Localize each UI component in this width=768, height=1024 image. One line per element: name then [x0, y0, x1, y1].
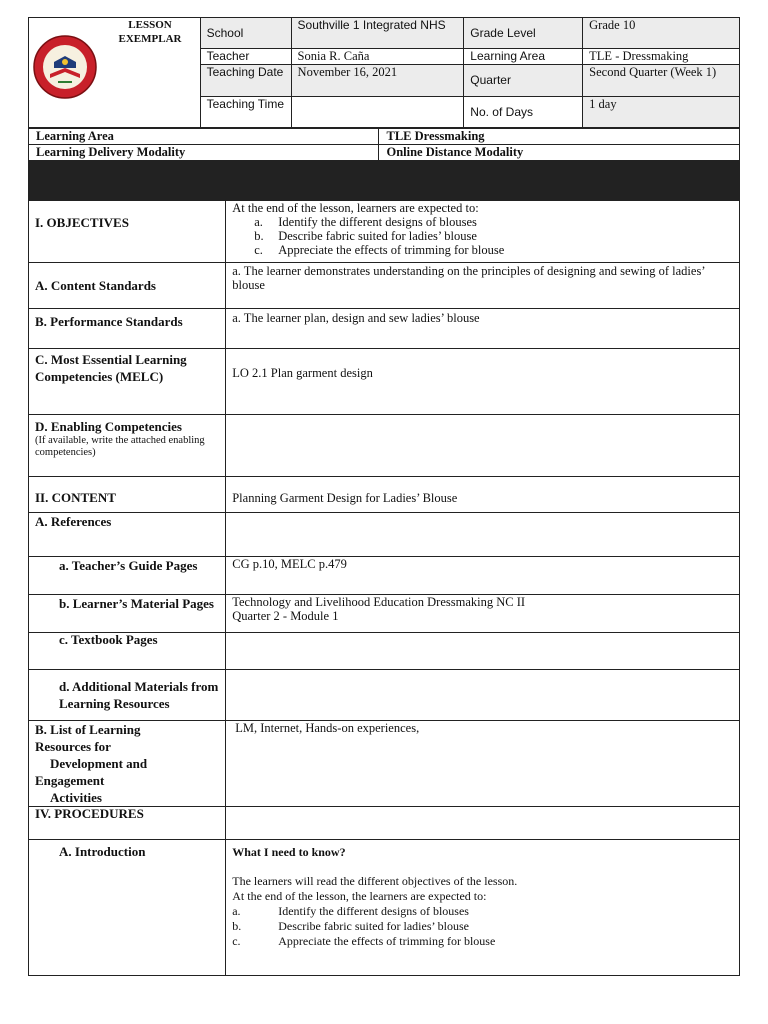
introduction-label: A. Introduction	[29, 840, 226, 976]
additional-materials-row	[29, 670, 740, 721]
references-row	[29, 513, 740, 557]
objectives-intro: At the end of the lesson, learners are expected to:	[232, 201, 479, 215]
content-standards-row	[29, 263, 740, 309]
modality-label: Learning Delivery Modality	[29, 145, 379, 161]
list-item: a. Identify the different designs of blouses	[232, 904, 469, 918]
teachers-guide-label: a. Teacher’s Guide Pages	[29, 557, 226, 595]
melc-row	[29, 349, 740, 415]
objectives-list	[232, 215, 733, 257]
learners-material-line1: Technology and Livelihood Education Dressmaking NC II	[232, 595, 526, 609]
performance-standards-row	[29, 309, 740, 349]
melc-value: LO 2.1 Plan garment design	[226, 349, 740, 415]
textbook-value	[226, 633, 740, 670]
content-standards-value: a. The learner demonstrates understanding on the principles of designing and sewing of ladies’ blouse	[226, 263, 740, 309]
textbook-label: c. Textbook Pages	[29, 633, 226, 670]
enabling-row	[29, 415, 740, 477]
teacher-label: Teacher	[200, 49, 291, 65]
list-item: b. Describe fabric suited for ladies’ blouse	[254, 229, 477, 243]
performance-standards-value: a. The learner plan, design and sew ladies’ blouse	[226, 309, 740, 349]
performance-standards-label: B. Performance Standards	[29, 309, 226, 349]
teaching-time-value	[291, 97, 464, 128]
resources-label-line4: Engagement	[35, 773, 105, 788]
textbook-row	[29, 633, 740, 670]
introduction-line2: At the end of the lesson, the learners are expected to:	[232, 889, 487, 903]
content-label: II. CONTENT	[29, 477, 226, 513]
content-value: Planning Garment Design for Ladies’ Blouse	[226, 477, 740, 513]
quarter-value: Second Quarter (Week 1)	[583, 65, 740, 97]
teaching-time-label: Teaching Time	[200, 97, 291, 128]
resources-label-line2: Resources for	[35, 739, 111, 754]
dark-header-row	[29, 161, 740, 201]
procedures-label: IV. PROCEDURES	[29, 807, 226, 840]
school-seal-icon	[32, 34, 98, 100]
resources-list-row	[29, 721, 740, 807]
list-item: b. Describe fabric suited for ladies’ blouse	[232, 919, 469, 933]
header-table	[28, 17, 740, 128]
doc-title-line1: LESSON	[128, 19, 172, 31]
additional-materials-value	[226, 670, 740, 721]
introduction-line1: The learners will read the different objectives of the lesson.	[232, 874, 518, 888]
content-row	[29, 477, 740, 513]
modality-value: Online Distance Modality	[379, 145, 740, 161]
objectives-label: I. OBJECTIVES	[29, 201, 226, 263]
school-label: School	[200, 18, 291, 49]
introduction-heading: What I need to know?	[232, 845, 346, 859]
lesson-table	[28, 160, 740, 976]
doc-title-line2: EXEMPLAR	[118, 33, 182, 45]
days-label: No. of Days	[464, 97, 583, 128]
area-learning-area-value: TLE Dressmaking	[379, 129, 740, 145]
enabling-note: (If available, write the attached enabling competencies)	[35, 435, 205, 458]
school-value: Southville 1 Integrated NHS	[291, 18, 464, 49]
learners-material-row	[29, 595, 740, 633]
grade-level-value: Grade 10	[583, 18, 740, 49]
logo-cell	[29, 18, 201, 128]
area-learning-area-label: Learning Area	[29, 129, 379, 145]
teaching-date-label: Teaching Date	[200, 65, 291, 97]
enabling-value	[226, 415, 740, 477]
content-standards-label: A. Content Standards	[29, 263, 226, 309]
references-label: A. References	[29, 513, 226, 557]
learners-material-label: b. Learner’s Material Pages	[29, 595, 226, 633]
area-table	[28, 128, 740, 161]
learning-area-value: TLE - Dressmaking	[583, 49, 740, 65]
resources-list-value: LM, Internet, Hands-on experiences,	[226, 721, 740, 807]
melc-label: C. Most Essential Learning Competencies (MELC)	[29, 349, 226, 415]
quarter-label: Quarter	[464, 65, 583, 97]
resources-label-line1: B. List of Learning	[35, 722, 141, 737]
list-item: c. Appreciate the effects of trimming for blouse	[232, 934, 496, 948]
days-value: 1 day	[583, 97, 740, 128]
teachers-guide-row	[29, 557, 740, 595]
resources-label-line5: Activities	[50, 790, 102, 805]
learners-material-line2: Quarter 2 - Module 1	[232, 609, 339, 623]
procedures-row	[29, 807, 740, 840]
learning-area-label: Learning Area	[464, 49, 583, 65]
introduction-row	[29, 840, 740, 976]
resources-label-line3: Development and	[50, 756, 148, 771]
teaching-date-value: November 16, 2021	[291, 65, 464, 97]
list-item: a. Identify the different designs of blouses	[254, 215, 477, 229]
objectives-row	[29, 201, 740, 263]
teachers-guide-value: CG p.10, MELC p.479	[226, 557, 740, 595]
enabling-label: D. Enabling Competencies	[35, 419, 182, 434]
teacher-value: Sonia R. Caña	[291, 49, 464, 65]
additional-materials-label: d. Additional Materials from Learning Resources	[29, 670, 226, 721]
list-item: c. Appreciate the effects of trimming for blouse	[254, 243, 505, 257]
grade-level-label: Grade Level	[464, 18, 583, 49]
